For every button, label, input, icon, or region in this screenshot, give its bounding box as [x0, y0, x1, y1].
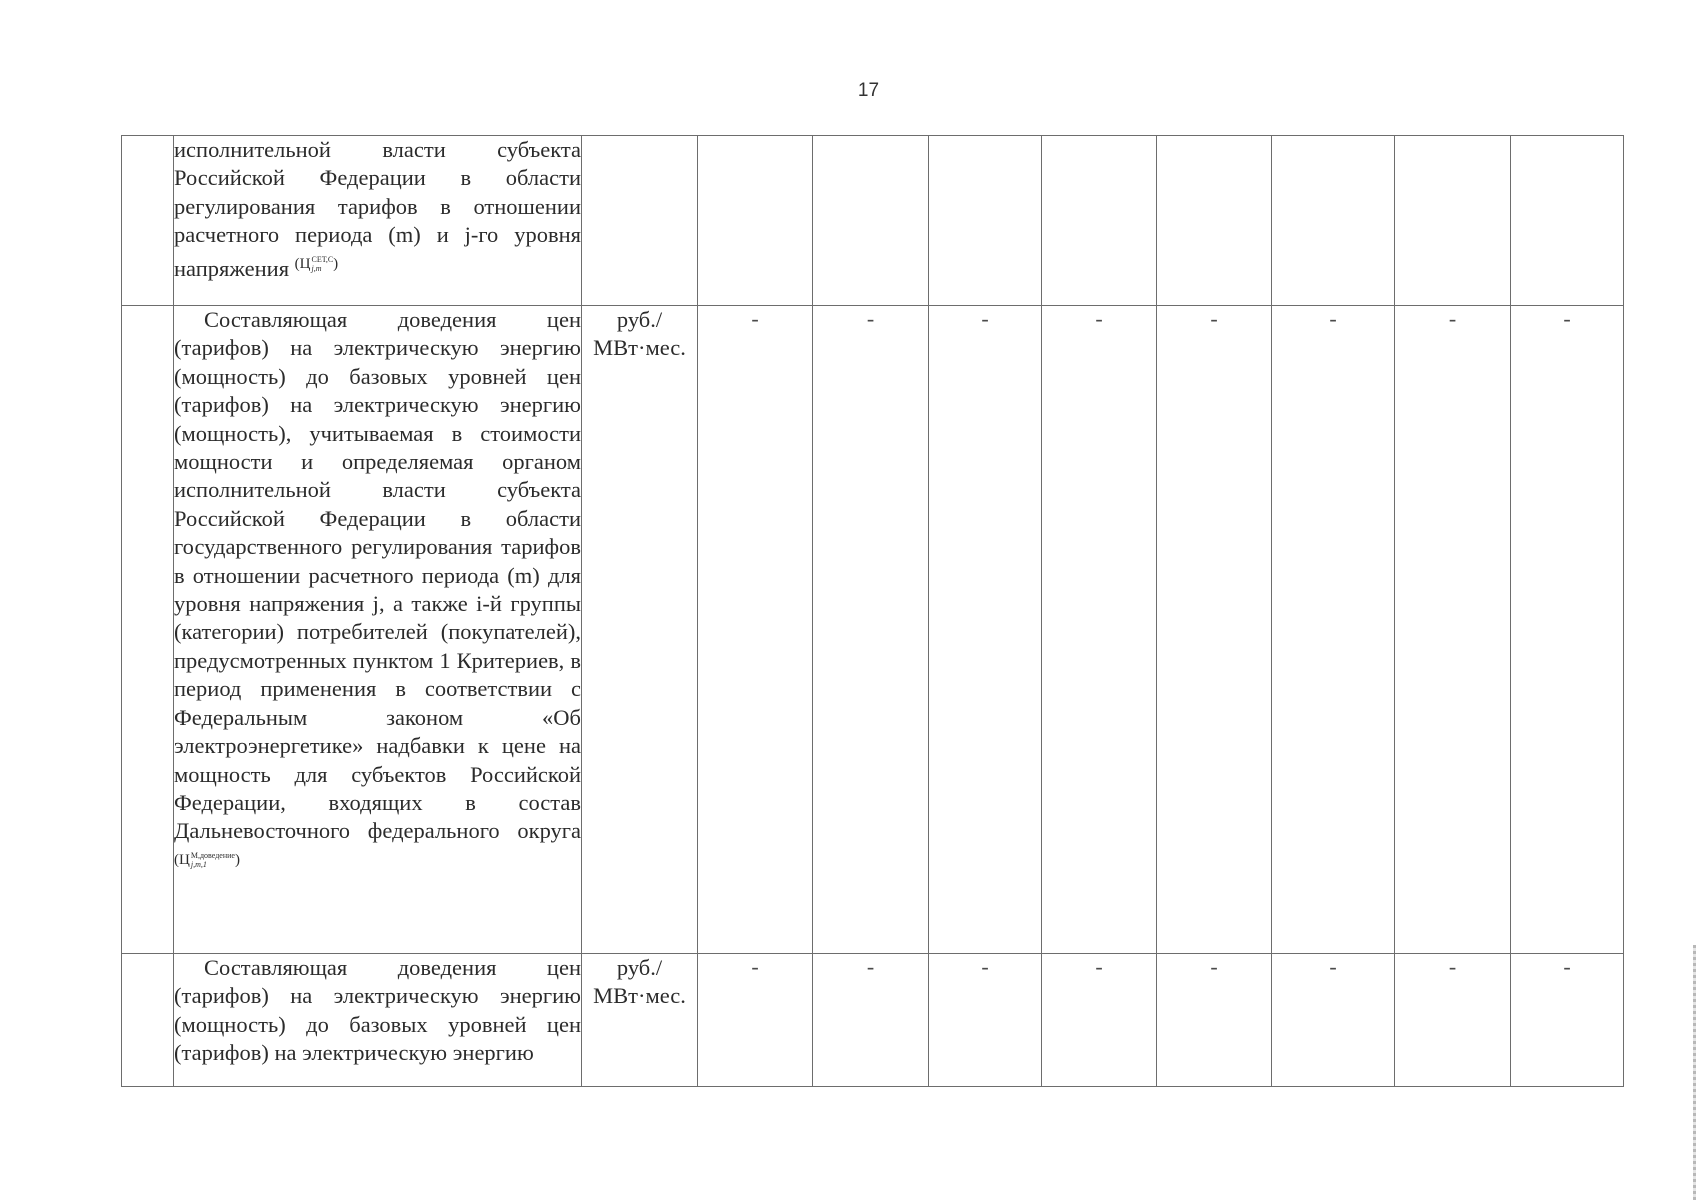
page-number: 17 [857, 80, 880, 101]
value-cell: - [1157, 306, 1272, 954]
unit-line: руб./ [616, 955, 663, 980]
value-cell [1157, 136, 1272, 306]
formula-subscript: j,m [311, 264, 322, 274]
description-cell [174, 136, 582, 306]
unit-cell [582, 954, 698, 1087]
value-cell [1395, 136, 1511, 306]
formula-symbol: Ц [179, 851, 190, 868]
unit-line: МВт·мес. [593, 983, 686, 1009]
table-row [122, 136, 1624, 306]
value-cell: - [1395, 306, 1511, 954]
unit-cell [582, 136, 698, 306]
value-cell: - [929, 954, 1042, 1087]
description-cell [174, 306, 582, 954]
value-cell: - [698, 954, 813, 1087]
scan-edge-artifact [1693, 945, 1696, 1200]
formula-notation: (Ц М,доведение j,m,1 ) [174, 851, 240, 870]
value-cell: - [929, 306, 1042, 954]
value-cell: - [1042, 306, 1157, 954]
formula-symbol: Ц [299, 255, 311, 272]
value-cell: - [1511, 954, 1624, 1087]
value-cell: - [698, 306, 813, 954]
value-cell [1272, 136, 1395, 306]
value-cell: - [813, 954, 929, 1087]
value-cell [1042, 136, 1157, 306]
value-cell [929, 136, 1042, 306]
table-row [122, 306, 1624, 954]
unit-line: руб./ [616, 307, 663, 332]
value-cell: - [1042, 954, 1157, 1087]
row-number-cell [122, 954, 174, 1087]
value-cell: - [813, 306, 929, 954]
formula-superscript: СЕТ,С [311, 255, 334, 265]
description-text: Составляющая доведения цен (тарифов) на электрическую энергию (мощность) до базовых уровней цен (тарифов) на электрическую энергию [174, 955, 581, 1066]
description-text: Составляющая доведения цен (тарифов) на электрическую энергию (мощность) до базовых уровней цен (тарифов) на электрическую энергию (мощность), учитываемая в стоимости мощности и определяемая органом исполнительной власти субъекта Российской Федерации в области государственного регулирования тарифов в отношении расчетного периода (m) для уровня напряжения j, а также i-й группы (категории) потребителей (покупателей), предусмотренных пунктом 1 Критериев, в период применения в соответствии с Федеральным законом «Об электроэнергетике» надбавки к цене на мощность для субъектов Российской Федерации, входящих в состав Дальневосточного федерального округа [174, 307, 581, 844]
value-cell [698, 136, 813, 306]
description-cell [174, 954, 582, 1087]
unit-line: МВт·мес. [593, 335, 686, 361]
value-cell: - [1157, 954, 1272, 1087]
tariff-table [121, 135, 1624, 1087]
formula-superscript: М,доведение [190, 851, 235, 861]
unit-cell [582, 306, 698, 954]
value-cell [813, 136, 929, 306]
value-cell: - [1511, 306, 1624, 954]
formula-subscript: j,m,1 [190, 860, 207, 870]
row-number-cell [122, 136, 174, 306]
row-number-cell [122, 306, 174, 954]
table-row [122, 954, 1624, 1087]
description-text: исполнительной власти субъекта Российской Федерации в области регулирования тарифов в отношении расчетного периода (m) и j-го уровня напряжения [174, 137, 581, 281]
value-cell: - [1272, 954, 1395, 1087]
formula-notation: (Ц СЕТ,С j,m ) [294, 255, 339, 274]
value-cell: - [1272, 306, 1395, 954]
value-cell [1511, 136, 1624, 306]
value-cell: - [1395, 954, 1511, 1087]
